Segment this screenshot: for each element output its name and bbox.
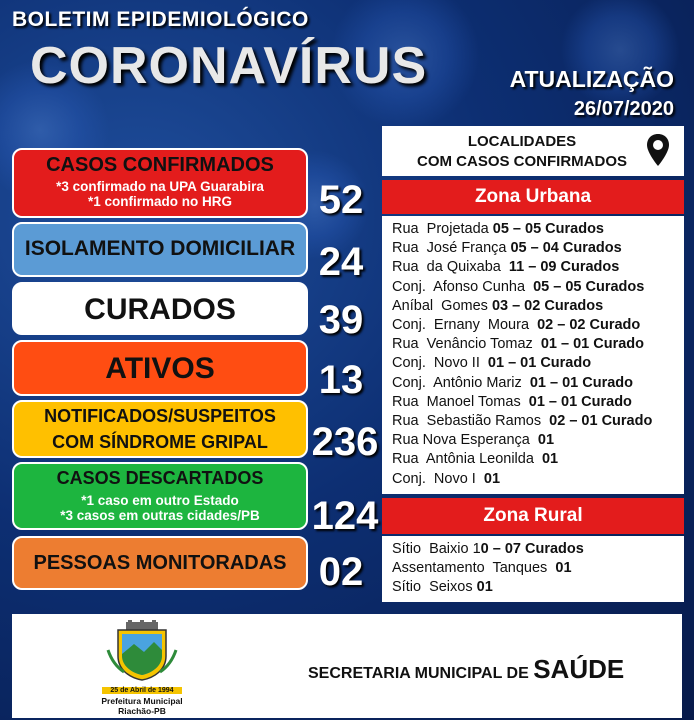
card-note: *3 casos em outras cidades/PB [60, 508, 260, 523]
notificados-value: 236 [311, 420, 379, 464]
page-title: CORONAVÍRUS [30, 37, 428, 95]
street-name: Conj. Novo I [392, 470, 484, 487]
card-title: NOTIFICADOS/SUSPEITOS [44, 406, 276, 426]
logo-text: Riachão-PB [118, 706, 166, 716]
ativos-value: 13 [318, 358, 364, 402]
localidades-subtitle: COM CASOS CONFIRMADOS [417, 153, 627, 170]
street-stat: 01 [555, 560, 572, 577]
card-title: CASOS CONFIRMADOS [46, 154, 274, 176]
card-notificados [12, 400, 308, 458]
street-name: Rua Nova Esperança [392, 432, 538, 449]
descartados-value: 124 [311, 494, 379, 538]
street-item [392, 470, 684, 489]
card-title: ISOLAMENTO DOMICILIAR [24, 237, 296, 260]
card-title: COM SÍNDROME GRIPAL [52, 432, 268, 452]
street-item [392, 239, 684, 258]
card-note: *1 caso em outro Estado [81, 493, 239, 508]
street-item [392, 450, 684, 469]
street-item [392, 578, 684, 597]
street-name: Sítio Baixio 1 [392, 541, 481, 557]
crest-icon [104, 620, 180, 682]
street-stat: 01 [537, 432, 555, 449]
casos-confirmados-value: 52 [318, 178, 364, 222]
card-pessoas-monitoradas [12, 536, 308, 590]
street-stat: 01 – 01 Curado [529, 374, 633, 391]
street-name: Rua da Quixaba [392, 259, 509, 276]
footer [12, 614, 682, 718]
curados-value: 39 [318, 298, 364, 342]
street-item [392, 297, 684, 316]
street-name: Rua Antônia Leonilda [392, 451, 542, 468]
card-title: ATIVOS [105, 352, 215, 385]
street-stat: 01 [483, 470, 501, 487]
logo-text: Prefeitura Municipal [101, 696, 183, 706]
street-stat: 11 – 09 Curados [508, 259, 620, 276]
card-ativos [12, 340, 308, 396]
zona-rural-header: Zona Rural [382, 498, 684, 534]
street-name: Rua Venâncio Tomaz [392, 336, 541, 353]
street-stat: 01 – 01 Curado [540, 336, 645, 353]
card-title: CURADOS [84, 293, 236, 326]
street-stat: 01 – 01 Curado [528, 393, 632, 410]
card-casos-descartados [12, 462, 308, 530]
zona-urbana-header: Zona Urbana [382, 180, 684, 214]
secretaria-prefix: SECRETARIA MUNICIPAL DE [308, 665, 534, 682]
street-name: Conj. Antônio Mariz [392, 374, 530, 391]
card-curados [12, 282, 308, 335]
street-name: Rua José França [392, 240, 511, 257]
street-item [392, 412, 684, 431]
zona-urbana-list [382, 216, 684, 494]
update-date: 26/07/2020 [573, 98, 674, 120]
street-name: Aníbal Gomes [392, 297, 492, 314]
monitoradas-value: 02 [318, 550, 364, 594]
street-stat: 02 – 01 Curado [549, 413, 653, 430]
street-stat: 03 – 02 Curados [491, 297, 604, 314]
street-stat: 05 – 05 Curados [492, 221, 604, 237]
street-item [392, 540, 684, 559]
card-title: PESSOAS MONITORADAS [33, 552, 287, 574]
street-stat: 05 – 05 Curados [533, 278, 645, 295]
localidades-header [382, 126, 684, 176]
bulletin-label: BOLETIM EPIDEMIOLÓGICO [12, 8, 309, 31]
street-item [392, 335, 684, 354]
street-list [392, 540, 684, 598]
street-stat: 01 – 01 Curado [487, 355, 592, 372]
street-item [392, 278, 684, 297]
street-name: Sítio Seixos [392, 579, 477, 596]
street-stat: 0 – 07 Curados [480, 541, 584, 557]
street-stat: 05 – 04 Curados [510, 240, 622, 257]
card-casos-confirmados [12, 148, 308, 218]
map-pin-icon [646, 133, 670, 167]
street-name: Rua Projetada [392, 221, 493, 237]
street-item [392, 316, 684, 335]
secretaria-label [308, 654, 624, 685]
street-name: Conj. Novo II [392, 355, 488, 372]
street-name: Conj. Ernany Moura [392, 317, 538, 334]
card-isolamento-domiciliar [12, 222, 308, 277]
zona-rural-list [382, 536, 684, 602]
street-item [392, 354, 684, 373]
card-note: *3 confirmado na UPA Guarabira [56, 179, 264, 194]
street-stat: 02 – 02 Curado [537, 317, 641, 334]
street-name: Assentamento Tanques [392, 560, 556, 577]
localidades-title: LOCALIDADES [467, 133, 577, 150]
street-stat: 01 [541, 451, 559, 468]
street-item [392, 431, 684, 450]
street-name: Rua Sebastião Ramos [392, 413, 550, 430]
street-name: Conj. Afonso Cunha [392, 278, 534, 295]
street-list [392, 220, 684, 489]
street-item [392, 258, 684, 277]
secretaria-strong: SAÚDE [533, 654, 625, 684]
street-item [392, 393, 684, 412]
card-note: *1 confirmado no HRG [87, 194, 232, 209]
street-stat: 01 [476, 579, 493, 596]
logo-banner: 25 de Abril de 1994 [102, 687, 182, 694]
street-item [392, 374, 684, 393]
card-title: CASOS DESCARTADOS [56, 468, 264, 488]
isolamento-value: 24 [318, 240, 364, 284]
street-item [392, 220, 684, 239]
prefeitura-logo [94, 620, 190, 714]
street-item [392, 559, 684, 578]
virus-decoration [560, 0, 680, 110]
update-label: ATUALIZAÇÃO [509, 66, 674, 92]
street-name: Rua Manoel Tomas [392, 393, 529, 410]
